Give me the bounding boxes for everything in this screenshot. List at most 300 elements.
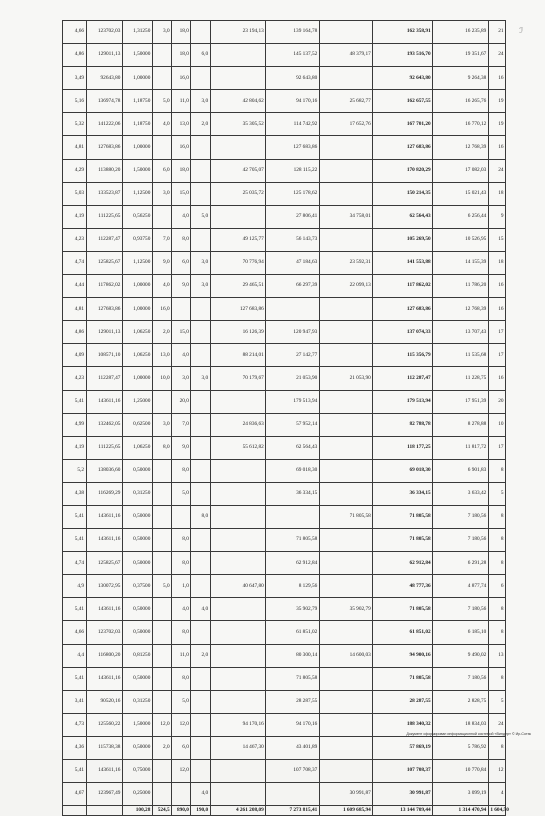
table-cell: 113880,20	[86, 159, 122, 182]
table-cell	[152, 390, 171, 413]
table-cell: 6,0	[191, 44, 210, 67]
table-cell: 28 287,55	[266, 690, 320, 713]
table-cell	[319, 182, 373, 205]
table-cell: 7 180,56	[433, 505, 489, 528]
table-cell: 5	[488, 482, 505, 505]
table-cell	[210, 644, 266, 667]
table-cell: 137 074,33	[373, 321, 433, 344]
table-cell: 16,0	[152, 298, 171, 321]
table-cell: 167 701,20	[373, 113, 433, 136]
table-cell: 111225,65	[86, 205, 122, 228]
table-cell: 18	[488, 182, 505, 205]
table-cell	[319, 390, 373, 413]
table-cell	[152, 505, 171, 528]
table-cell: 11 535,68	[433, 344, 489, 367]
table-cell: 4,0	[172, 598, 191, 621]
table-row	[63, 505, 506, 528]
table-cell: 5,41	[63, 760, 87, 783]
table-cell: 0,50000	[122, 529, 152, 552]
table-cell: 5,0	[172, 482, 191, 505]
table-cell: 4,09	[63, 344, 87, 367]
table-cell: 5,0	[152, 90, 171, 113]
table-cell: 5,32	[63, 113, 87, 136]
table-cell: 7 180,56	[433, 598, 489, 621]
table-cell	[191, 228, 210, 251]
table-cell	[191, 436, 210, 459]
table-cell: 129011,13	[86, 44, 122, 67]
table-cell: 5,41	[63, 598, 87, 621]
table-cell: 13,0	[152, 344, 171, 367]
table-cell: 3,0	[191, 275, 210, 298]
table-cell: 18,0	[172, 44, 191, 67]
table-cell: 94 900,16	[373, 644, 433, 667]
table-cell	[266, 505, 320, 528]
table-cell	[210, 482, 266, 505]
table-row	[63, 760, 506, 783]
table-cell: 5,16	[63, 90, 87, 113]
table-cell: 42 705,07	[210, 159, 266, 182]
table-cell: 8	[488, 667, 505, 690]
table-cell: 108571,10	[86, 344, 122, 367]
table-cell	[210, 205, 266, 228]
table-cell: 62 564,43	[373, 205, 433, 228]
table-cell	[191, 667, 210, 690]
table-cell: 57 952,14	[266, 413, 320, 436]
total-cell: 190,0	[191, 806, 210, 816]
table-cell	[191, 321, 210, 344]
table-cell: 17 652,76	[319, 113, 373, 136]
table-cell: 69 018,30	[373, 459, 433, 482]
table-cell: 70 776,94	[210, 251, 266, 274]
table-cell: 107 708,37	[373, 760, 433, 783]
table-cell: 4,0	[152, 113, 171, 136]
table-cell	[319, 298, 373, 321]
table-cell: 125 178,62	[266, 182, 320, 205]
table-cell: 1,50000	[122, 44, 152, 67]
table-cell	[319, 228, 373, 251]
table-cell: 16 265,76	[433, 90, 489, 113]
table-cell: 56 143,73	[266, 228, 320, 251]
table-cell: 4,81	[63, 298, 87, 321]
table-cell	[210, 552, 266, 575]
total-cell	[63, 806, 87, 816]
table-cell	[152, 783, 171, 806]
table-cell	[266, 298, 320, 321]
table-row	[63, 113, 506, 136]
table-cell	[152, 136, 171, 159]
table-cell	[319, 667, 373, 690]
table-cell: 92643,80	[86, 67, 122, 90]
table-cell: 7 180,56	[433, 529, 489, 552]
table-cell	[152, 667, 171, 690]
table-cell	[191, 136, 210, 159]
table-cell: 2,0	[191, 113, 210, 136]
table-cell: 3,49	[63, 67, 87, 90]
table-cell	[191, 529, 210, 552]
table-cell: 14 467,30	[210, 736, 266, 759]
table-row	[63, 552, 506, 575]
table-cell	[319, 413, 373, 436]
table-cell: 4,74	[63, 251, 87, 274]
table-cell: 11 786,20	[433, 275, 489, 298]
table-cell: 193 516,70	[373, 44, 433, 67]
table-cell	[319, 459, 373, 482]
table-cell: 1,12500	[122, 182, 152, 205]
table-cell: 4,0	[152, 275, 171, 298]
table-cell	[191, 621, 210, 644]
table-cell: 123702,03	[86, 21, 122, 44]
table-row	[63, 44, 506, 67]
table-cell	[172, 298, 191, 321]
table-cell: 70 179,67	[210, 367, 266, 390]
table-cell: 12 768,39	[433, 136, 489, 159]
table-cell: 5,2	[63, 459, 87, 482]
table-cell: 1,50000	[122, 713, 152, 736]
table-cell	[191, 298, 210, 321]
table-cell: 40 647,80	[210, 575, 266, 598]
table-cell	[319, 159, 373, 182]
table-cell: 49 125,77	[210, 228, 266, 251]
table-cell: 71 805,58	[319, 505, 373, 528]
total-cell: 7 273 815,41	[266, 806, 320, 816]
table-cell: 16	[488, 67, 505, 90]
table-row	[63, 575, 506, 598]
table-row	[63, 621, 506, 644]
totals-row	[63, 806, 506, 816]
table-cell: 48 777,36	[373, 575, 433, 598]
table-cell: 15 021,43	[433, 182, 489, 205]
table-cell: 4,0	[172, 344, 191, 367]
table-cell: 27 806,41	[266, 205, 320, 228]
table-cell: 8,0	[191, 505, 210, 528]
table-cell: 4,66	[63, 621, 87, 644]
table-row	[63, 482, 506, 505]
table-cell: 7,0	[172, 413, 191, 436]
table-cell: 8,0	[172, 667, 191, 690]
table-cell	[152, 760, 171, 783]
table-cell: 28 287,55	[373, 690, 433, 713]
table-cell: 19 351,67	[433, 44, 489, 67]
table-cell: 123967,49	[86, 783, 122, 806]
table-cell: 27 142,77	[266, 344, 320, 367]
table-cell: 4	[488, 783, 505, 806]
table-cell: 127 683,86	[266, 136, 320, 159]
table-cell	[191, 736, 210, 759]
total-cell: 1 609 685,94	[319, 806, 373, 816]
table-cell: 6,0	[172, 736, 191, 759]
table-cell: 15,0	[172, 182, 191, 205]
table-cell: 8	[488, 621, 505, 644]
table-cell: 117 862,02	[373, 275, 433, 298]
table-cell: 13,0	[172, 113, 191, 136]
table-cell: 62 564,43	[266, 436, 320, 459]
table-cell: 1,18750	[122, 90, 152, 113]
table-cell: 16,0	[172, 136, 191, 159]
table-cell: 9,0	[152, 251, 171, 274]
table-cell: 7 180,56	[433, 667, 489, 690]
table-cell: 116269,29	[86, 482, 122, 505]
table-cell: 16	[488, 275, 505, 298]
table-cell: 0,93750	[122, 228, 152, 251]
table-cell: 4,81	[63, 136, 87, 159]
table-cell: 10 526,95	[433, 228, 489, 251]
table-cell: 125825,67	[86, 251, 122, 274]
table-cell	[319, 621, 373, 644]
table-row	[63, 667, 506, 690]
table-cell: 16	[488, 298, 505, 321]
table-cell: 4,44	[63, 275, 87, 298]
table-cell: 0,31250	[122, 690, 152, 713]
table-cell: 1,00000	[122, 275, 152, 298]
table-cell: 0,81250	[122, 644, 152, 667]
table-cell: 17	[488, 344, 505, 367]
table-cell	[191, 713, 210, 736]
table-cell	[319, 736, 373, 759]
table-cell: 24	[488, 713, 505, 736]
table-cell	[319, 552, 373, 575]
table-cell	[319, 67, 373, 90]
table-cell: 1,0	[172, 575, 191, 598]
table-cell: 150 214,35	[373, 182, 433, 205]
table-cell	[210, 783, 266, 806]
table-cell: 30 991,87	[319, 783, 373, 806]
table-cell: 16	[488, 136, 505, 159]
table-cell: 0,50000	[122, 667, 152, 690]
table-cell: 9 264,38	[433, 67, 489, 90]
table-row	[63, 529, 506, 552]
table-cell: 1,06250	[122, 436, 152, 459]
table-cell: 12,0	[172, 760, 191, 783]
table-cell: 36 334,15	[373, 482, 433, 505]
table-cell: 1,00000	[122, 298, 152, 321]
table-cell: 21 053,90	[266, 367, 320, 390]
table-cell: 5,41	[63, 390, 87, 413]
table-cell: 4,74	[63, 552, 87, 575]
table-cell: 12	[488, 760, 505, 783]
table-cell: 6	[488, 575, 505, 598]
table-cell: 141222,06	[86, 113, 122, 136]
table-cell: 24	[488, 44, 505, 67]
table-cell: 8	[488, 598, 505, 621]
table-cell: 6 185,10	[433, 621, 489, 644]
table-cell	[210, 667, 266, 690]
table-cell: 3,0	[191, 367, 210, 390]
table-cell: 14 155,39	[433, 251, 489, 274]
table-cell: 4,66	[63, 21, 87, 44]
table-cell: 36 334,15	[266, 482, 320, 505]
table-cell: 16	[488, 367, 505, 390]
table-cell: 18,0	[172, 159, 191, 182]
table-cell: 111225,65	[86, 436, 122, 459]
table-cell: 0,50000	[122, 736, 152, 759]
table-cell: 162 358,91	[373, 21, 433, 44]
table-cell: 94 170,16	[210, 713, 266, 736]
table-cell: 5,41	[63, 667, 87, 690]
table-row	[63, 390, 506, 413]
table-cell	[152, 529, 171, 552]
table-cell	[319, 575, 373, 598]
table-cell: 0,56250	[122, 205, 152, 228]
table-cell: 5,0	[152, 575, 171, 598]
table-cell	[152, 644, 171, 667]
table-cell: 4,23	[63, 228, 87, 251]
table-cell: 0,31250	[122, 482, 152, 505]
table-row	[63, 228, 506, 251]
table-cell	[172, 505, 191, 528]
table-row	[63, 459, 506, 482]
table-cell	[191, 459, 210, 482]
table-cell: 8,0	[172, 529, 191, 552]
table-cell: 143611,16	[86, 598, 122, 621]
table-cell	[191, 482, 210, 505]
table-cell: 11,0	[172, 90, 191, 113]
table-cell: 21	[488, 21, 505, 44]
table-cell: 94 170,16	[266, 90, 320, 113]
table-cell	[191, 690, 210, 713]
table-cell	[152, 67, 171, 90]
table-cell: 5	[488, 690, 505, 713]
table-cell: 125825,67	[86, 552, 122, 575]
table-row	[63, 21, 506, 44]
table-cell: 3,0	[152, 413, 171, 436]
table-cell: 107 708,37	[266, 760, 320, 783]
table-cell: 3,41	[63, 690, 87, 713]
table-cell: 3,0	[152, 182, 171, 205]
table-cell	[210, 459, 266, 482]
table-cell: 57 869,19	[373, 736, 433, 759]
table-cell: 8,0	[152, 436, 171, 459]
table-cell	[319, 690, 373, 713]
table-cell	[319, 713, 373, 736]
table-cell: 8 278,88	[433, 413, 489, 436]
table-cell	[152, 621, 171, 644]
table-cell: 8,0	[172, 552, 191, 575]
table-cell	[191, 21, 210, 44]
table-cell: 0,25000	[122, 783, 152, 806]
table-cell: 61 851,02	[373, 621, 433, 644]
table-cell: 61 851,02	[266, 621, 320, 644]
table-cell: 3,0	[152, 21, 171, 44]
table-row	[63, 321, 506, 344]
table-cell: 25 682,77	[319, 90, 373, 113]
table-cell: 55 612,82	[210, 436, 266, 459]
table-cell: 1,31250	[122, 21, 152, 44]
table-cell: 5,0	[191, 205, 210, 228]
table-cell	[210, 136, 266, 159]
table-cell: 128 115,22	[266, 159, 320, 182]
table-cell: 1,12500	[122, 251, 152, 274]
table-cell: 5,41	[63, 529, 87, 552]
table-cell	[266, 783, 320, 806]
table-cell: 11,0	[172, 644, 191, 667]
table-cell: 0,50000	[122, 552, 152, 575]
table-cell: 8 129,56	[266, 575, 320, 598]
table-cell: 4,38	[63, 482, 87, 505]
table-cell	[210, 760, 266, 783]
table-cell	[210, 390, 266, 413]
table-cell: 17 082,03	[433, 159, 489, 182]
table-cell	[210, 505, 266, 528]
table-cell: 15	[488, 228, 505, 251]
table-row	[63, 90, 506, 113]
table-cell: 4,9	[63, 575, 87, 598]
table-cell: 3 633,42	[433, 482, 489, 505]
table-cell: 4,73	[63, 713, 87, 736]
table-cell: 3 099,19	[433, 783, 489, 806]
table-cell: 30 991,87	[373, 783, 433, 806]
table-cell: 25 035,72	[210, 182, 266, 205]
table-cell: 5 786,92	[433, 736, 489, 759]
table-cell: 18 834,03	[433, 713, 489, 736]
table-cell: 15,0	[172, 321, 191, 344]
table-cell: 1,00000	[122, 67, 152, 90]
table-cell: 4,19	[63, 205, 87, 228]
table-cell: 42 804,62	[210, 90, 266, 113]
table-cell: 9,0	[172, 275, 191, 298]
table-cell: 92 643,80	[266, 67, 320, 90]
table-cell: 43 401,89	[266, 736, 320, 759]
table-cell: 4 877,74	[433, 575, 489, 598]
table-cell: 17 951,39	[433, 390, 489, 413]
table-cell: 138036,60	[86, 459, 122, 482]
table-cell: 12 768,39	[433, 298, 489, 321]
table-cell: 6 256,44	[433, 205, 489, 228]
table-cell: 14 600,03	[319, 644, 373, 667]
table-row	[63, 182, 506, 205]
table-cell: 12,0	[152, 713, 171, 736]
table-cell: 7,0	[152, 228, 171, 251]
table-cell: 0,75000	[122, 760, 152, 783]
table-cell	[319, 21, 373, 44]
table-cell	[210, 598, 266, 621]
table-cell	[191, 760, 210, 783]
table-cell: 4,23	[63, 367, 87, 390]
table-cell: 0,37500	[122, 575, 152, 598]
table-cell: 23 592,31	[319, 251, 373, 274]
table-cell	[152, 44, 171, 67]
table-cell: 18	[488, 251, 505, 274]
table-cell: 13	[488, 644, 505, 667]
table-cell: 2,0	[191, 644, 210, 667]
table-cell: 71 805,58	[373, 505, 433, 528]
table-cell: 2,0	[152, 736, 171, 759]
table-body	[63, 21, 509, 816]
table-cell: 47 184,63	[266, 251, 320, 274]
table-cell: 170 820,29	[373, 159, 433, 182]
table-cell: 11 817,72	[433, 436, 489, 459]
table-cell	[191, 182, 210, 205]
table-cell: 94 170,16	[266, 713, 320, 736]
table-cell: 71 805,58	[373, 667, 433, 690]
table-cell: 34 758,01	[319, 205, 373, 228]
pen-mark: ℐ	[519, 26, 523, 35]
table-row	[63, 436, 506, 459]
table-cell: 16 235,89	[433, 21, 489, 44]
table-cell: 120 947,93	[266, 321, 320, 344]
table-cell	[191, 390, 210, 413]
table-cell: 16 126,39	[210, 321, 266, 344]
table-cell	[319, 436, 373, 459]
table-cell: 130072,95	[86, 575, 122, 598]
total-cell: 100,28	[122, 806, 152, 816]
table-cell	[319, 344, 373, 367]
table-row	[63, 159, 506, 182]
table-cell: 24 836,63	[210, 413, 266, 436]
table-cell: 6 901,83	[433, 459, 489, 482]
table-cell: 4,0	[191, 598, 210, 621]
table-cell: 13 707,43	[433, 321, 489, 344]
table-cell	[319, 321, 373, 344]
